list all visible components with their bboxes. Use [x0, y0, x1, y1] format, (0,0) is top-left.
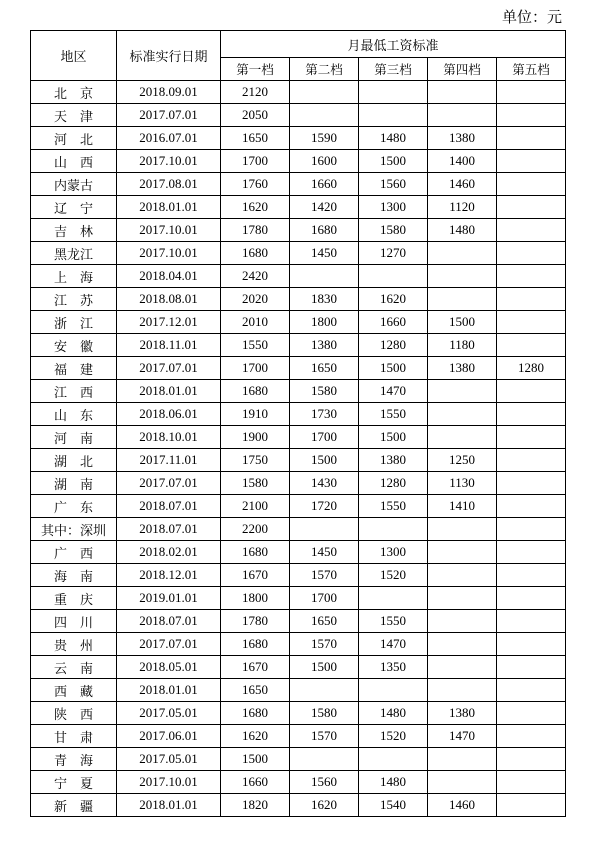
- tier-3-wage-cell: 1500: [359, 150, 428, 173]
- effective-date-cell: 2018.04.01: [117, 265, 221, 288]
- effective-date-cell: 2017.07.01: [117, 357, 221, 380]
- tier-2-wage-cell: 1450: [290, 541, 359, 564]
- tier-5-wage-cell: 1280: [497, 357, 566, 380]
- tier-1-wage-cell: 1780: [221, 610, 290, 633]
- tier-4-wage-cell: 1180: [428, 334, 497, 357]
- tier-2-wage-cell: 1560: [290, 771, 359, 794]
- tier-2-wage-cell: 1650: [290, 610, 359, 633]
- region-cell: 广 东: [31, 495, 117, 518]
- tier-2-wage-cell: 1500: [290, 656, 359, 679]
- effective-date-cell: 2019.01.01: [117, 587, 221, 610]
- region-cell: 山 东: [31, 403, 117, 426]
- region-cell: 湖 南: [31, 472, 117, 495]
- tier-3-wage-cell: 1480: [359, 771, 428, 794]
- effective-date-cell: 2017.05.01: [117, 748, 221, 771]
- effective-date-cell: 2018.01.01: [117, 794, 221, 817]
- tier-1-wage-cell: 1650: [221, 679, 290, 702]
- table-row: [31, 265, 566, 288]
- tier-3-wage-cell: [359, 265, 428, 288]
- tier-1-wage-cell: 1800: [221, 587, 290, 610]
- tier-4-wage-cell: 1380: [428, 357, 497, 380]
- tier-2-wage-cell: 1700: [290, 426, 359, 449]
- tier-2-wage-cell: 1650: [290, 357, 359, 380]
- tier-1-wage-cell: 2420: [221, 265, 290, 288]
- region-cell: 甘 肃: [31, 725, 117, 748]
- tier-3-wage-cell: 1300: [359, 541, 428, 564]
- region-cell: 其中：深圳: [31, 518, 117, 541]
- effective-date-cell: 2018.05.01: [117, 656, 221, 679]
- tier-3-wage-cell: 1270: [359, 242, 428, 265]
- tier-1-wage-cell: 1620: [221, 725, 290, 748]
- effective-date-cell: 2017.07.01: [117, 472, 221, 495]
- table-row: [31, 771, 566, 794]
- tier-2-wage-cell: 1430: [290, 472, 359, 495]
- tier-4-wage-cell: [428, 771, 497, 794]
- effective-date-cell: 2018.12.01: [117, 564, 221, 587]
- tier-3-wage-cell: 1470: [359, 633, 428, 656]
- region-cell: 重 庆: [31, 587, 117, 610]
- region-cell: 辽 宁: [31, 196, 117, 219]
- region-cell: 四 川: [31, 610, 117, 633]
- table-row: [31, 104, 566, 127]
- tier-5-wage-cell: [497, 81, 566, 104]
- tier-5-wage-cell: [497, 311, 566, 334]
- tier-4-wage-cell: 1460: [428, 173, 497, 196]
- table-row: [31, 679, 566, 702]
- tier-4-wage-cell: [428, 265, 497, 288]
- tier-5-wage-cell: [497, 771, 566, 794]
- tier-4-wage-cell: 1500: [428, 311, 497, 334]
- tier-1-wage-cell: 2120: [221, 81, 290, 104]
- tier-4-wage-cell: [428, 564, 497, 587]
- tier-5-wage-cell: [497, 334, 566, 357]
- effective-date-cell: 2017.07.01: [117, 104, 221, 127]
- tier-1-wage-cell: 1760: [221, 173, 290, 196]
- header-tier-5: 第五档: [497, 58, 566, 81]
- tier-5-wage-cell: [497, 403, 566, 426]
- header-tier-1: 第一档: [221, 58, 290, 81]
- tier-3-wage-cell: 1560: [359, 173, 428, 196]
- region-cell: 吉 林: [31, 219, 117, 242]
- tier-5-wage-cell: [497, 242, 566, 265]
- tier-4-wage-cell: [428, 748, 497, 771]
- region-cell: 西 藏: [31, 679, 117, 702]
- region-cell: 湖 北: [31, 449, 117, 472]
- effective-date-cell: 2017.12.01: [117, 311, 221, 334]
- table-row: [31, 196, 566, 219]
- effective-date-cell: 2018.07.01: [117, 610, 221, 633]
- tier-5-wage-cell: [497, 541, 566, 564]
- tier-1-wage-cell: 1650: [221, 127, 290, 150]
- table-row: [31, 702, 566, 725]
- tier-2-wage-cell: 1700: [290, 587, 359, 610]
- table-body: [31, 81, 566, 817]
- tier-2-wage-cell: 1680: [290, 219, 359, 242]
- table-row: [31, 587, 566, 610]
- tier-3-wage-cell: 1480: [359, 702, 428, 725]
- table-row: [31, 173, 566, 196]
- tier-5-wage-cell: [497, 679, 566, 702]
- table-row: [31, 219, 566, 242]
- tier-5-wage-cell: [497, 587, 566, 610]
- tier-2-wage-cell: 1450: [290, 242, 359, 265]
- tier-2-wage-cell: 1800: [290, 311, 359, 334]
- effective-date-cell: 2017.10.01: [117, 219, 221, 242]
- tier-3-wage-cell: 1300: [359, 196, 428, 219]
- tier-4-wage-cell: [428, 288, 497, 311]
- header-effective-date: 标准实行日期: [117, 31, 221, 81]
- tier-2-wage-cell: [290, 748, 359, 771]
- table-row: [31, 334, 566, 357]
- tier-3-wage-cell: [359, 679, 428, 702]
- tier-4-wage-cell: 1380: [428, 702, 497, 725]
- tier-2-wage-cell: 1580: [290, 380, 359, 403]
- tier-2-wage-cell: 1660: [290, 173, 359, 196]
- unit-label: 单位：元: [501, 8, 562, 26]
- tier-5-wage-cell: [497, 748, 566, 771]
- tier-1-wage-cell: 1580: [221, 472, 290, 495]
- tier-3-wage-cell: 1520: [359, 564, 428, 587]
- tier-2-wage-cell: 1420: [290, 196, 359, 219]
- tier-1-wage-cell: 1680: [221, 702, 290, 725]
- effective-date-cell: 2018.10.01: [117, 426, 221, 449]
- tier-5-wage-cell: [497, 702, 566, 725]
- tier-1-wage-cell: 1680: [221, 242, 290, 265]
- tier-4-wage-cell: [428, 656, 497, 679]
- tier-5-wage-cell: [497, 288, 566, 311]
- tier-3-wage-cell: [359, 748, 428, 771]
- region-cell: 贵 州: [31, 633, 117, 656]
- tier-5-wage-cell: [497, 127, 566, 150]
- tier-5-wage-cell: [497, 449, 566, 472]
- effective-date-cell: 2018.02.01: [117, 541, 221, 564]
- tier-3-wage-cell: 1280: [359, 472, 428, 495]
- tier-1-wage-cell: 1670: [221, 656, 290, 679]
- tier-3-wage-cell: [359, 587, 428, 610]
- tier-1-wage-cell: 1670: [221, 564, 290, 587]
- region-cell: 江 西: [31, 380, 117, 403]
- table-row: [31, 656, 566, 679]
- table-row: [31, 495, 566, 518]
- region-cell: 江 苏: [31, 288, 117, 311]
- header-tier-4: 第四档: [428, 58, 497, 81]
- tier-2-wage-cell: 1590: [290, 127, 359, 150]
- tier-5-wage-cell: [497, 150, 566, 173]
- tier-4-wage-cell: [428, 81, 497, 104]
- table-row: [31, 725, 566, 748]
- tier-4-wage-cell: [428, 541, 497, 564]
- tier-1-wage-cell: 1750: [221, 449, 290, 472]
- table-row: [31, 288, 566, 311]
- table-row: [31, 426, 566, 449]
- region-cell: 新 疆: [31, 794, 117, 817]
- tier-3-wage-cell: 1550: [359, 495, 428, 518]
- region-cell: 天 津: [31, 104, 117, 127]
- table-row: [31, 610, 566, 633]
- effective-date-cell: 2018.09.01: [117, 81, 221, 104]
- tier-2-wage-cell: 1620: [290, 794, 359, 817]
- tier-3-wage-cell: 1380: [359, 449, 428, 472]
- tier-5-wage-cell: [497, 725, 566, 748]
- tier-4-wage-cell: 1380: [428, 127, 497, 150]
- tier-1-wage-cell: 2100: [221, 495, 290, 518]
- table-row: [31, 150, 566, 173]
- table-row: [31, 541, 566, 564]
- tier-5-wage-cell: [497, 518, 566, 541]
- tier-4-wage-cell: 1250: [428, 449, 497, 472]
- tier-4-wage-cell: 1480: [428, 219, 497, 242]
- tier-1-wage-cell: 2020: [221, 288, 290, 311]
- tier-3-wage-cell: 1660: [359, 311, 428, 334]
- tier-3-wage-cell: [359, 81, 428, 104]
- effective-date-cell: 2017.10.01: [117, 242, 221, 265]
- table-row: [31, 794, 566, 817]
- table-row: [31, 242, 566, 265]
- tier-4-wage-cell: [428, 403, 497, 426]
- region-cell: 北 京: [31, 81, 117, 104]
- tier-5-wage-cell: [497, 633, 566, 656]
- tier-4-wage-cell: [428, 610, 497, 633]
- tier-5-wage-cell: [497, 426, 566, 449]
- region-cell: 黑龙江: [31, 242, 117, 265]
- table-row: [31, 127, 566, 150]
- tier-2-wage-cell: 1580: [290, 702, 359, 725]
- region-cell: 陕 西: [31, 702, 117, 725]
- tier-3-wage-cell: 1540: [359, 794, 428, 817]
- effective-date-cell: 2018.01.01: [117, 380, 221, 403]
- tier-5-wage-cell: [497, 196, 566, 219]
- tier-4-wage-cell: 1460: [428, 794, 497, 817]
- tier-4-wage-cell: [428, 104, 497, 127]
- tier-2-wage-cell: [290, 518, 359, 541]
- tier-4-wage-cell: 1410: [428, 495, 497, 518]
- tier-1-wage-cell: 1700: [221, 150, 290, 173]
- tier-3-wage-cell: 1550: [359, 610, 428, 633]
- tier-2-wage-cell: 1730: [290, 403, 359, 426]
- effective-date-cell: 2017.10.01: [117, 771, 221, 794]
- table-row: [31, 357, 566, 380]
- region-cell: 宁 夏: [31, 771, 117, 794]
- table-row: [31, 564, 566, 587]
- tier-1-wage-cell: 1500: [221, 748, 290, 771]
- tier-1-wage-cell: 2200: [221, 518, 290, 541]
- tier-2-wage-cell: 1600: [290, 150, 359, 173]
- minimum-wage-table: [30, 30, 566, 817]
- tier-4-wage-cell: [428, 380, 497, 403]
- region-cell: 福 建: [31, 357, 117, 380]
- effective-date-cell: 2018.11.01: [117, 334, 221, 357]
- table-row: [31, 472, 566, 495]
- tier-2-wage-cell: 1500: [290, 449, 359, 472]
- tier-3-wage-cell: 1350: [359, 656, 428, 679]
- tier-5-wage-cell: [497, 564, 566, 587]
- tier-4-wage-cell: 1470: [428, 725, 497, 748]
- tier-4-wage-cell: [428, 633, 497, 656]
- effective-date-cell: 2016.07.01: [117, 127, 221, 150]
- tier-4-wage-cell: [428, 679, 497, 702]
- table-row: [31, 633, 566, 656]
- tier-1-wage-cell: 1700: [221, 357, 290, 380]
- effective-date-cell: 2018.07.01: [117, 518, 221, 541]
- tier-2-wage-cell: 1830: [290, 288, 359, 311]
- table-row: [31, 403, 566, 426]
- tier-3-wage-cell: 1280: [359, 334, 428, 357]
- tier-2-wage-cell: [290, 104, 359, 127]
- tier-3-wage-cell: 1500: [359, 357, 428, 380]
- tier-1-wage-cell: 1660: [221, 771, 290, 794]
- region-cell: 安 徽: [31, 334, 117, 357]
- tier-2-wage-cell: 1380: [290, 334, 359, 357]
- region-cell: 海 南: [31, 564, 117, 587]
- region-cell: 河 南: [31, 426, 117, 449]
- tier-3-wage-cell: 1500: [359, 426, 428, 449]
- header-monthly-minimum-wage: 月最低工资标准: [221, 31, 566, 58]
- effective-date-cell: 2018.07.01: [117, 495, 221, 518]
- tier-5-wage-cell: [497, 495, 566, 518]
- region-cell: 浙 江: [31, 311, 117, 334]
- tier-5-wage-cell: [497, 656, 566, 679]
- table-row: [31, 449, 566, 472]
- tier-5-wage-cell: [497, 104, 566, 127]
- tier-5-wage-cell: [497, 472, 566, 495]
- effective-date-cell: 2017.06.01: [117, 725, 221, 748]
- region-cell: 青 海: [31, 748, 117, 771]
- tier-2-wage-cell: 1720: [290, 495, 359, 518]
- tier-4-wage-cell: 1400: [428, 150, 497, 173]
- table-row: [31, 380, 566, 403]
- tier-1-wage-cell: 1680: [221, 380, 290, 403]
- tier-3-wage-cell: 1470: [359, 380, 428, 403]
- effective-date-cell: 2017.08.01: [117, 173, 221, 196]
- tier-1-wage-cell: 1910: [221, 403, 290, 426]
- tier-5-wage-cell: [497, 610, 566, 633]
- effective-date-cell: 2018.01.01: [117, 196, 221, 219]
- tier-4-wage-cell: [428, 426, 497, 449]
- tier-2-wage-cell: 1570: [290, 725, 359, 748]
- tier-1-wage-cell: 1620: [221, 196, 290, 219]
- region-cell: 上 海: [31, 265, 117, 288]
- effective-date-cell: 2018.06.01: [117, 403, 221, 426]
- tier-1-wage-cell: 2050: [221, 104, 290, 127]
- tier-2-wage-cell: [290, 265, 359, 288]
- tier-1-wage-cell: 1680: [221, 633, 290, 656]
- tier-4-wage-cell: 1130: [428, 472, 497, 495]
- tier-3-wage-cell: 1620: [359, 288, 428, 311]
- tier-2-wage-cell: [290, 81, 359, 104]
- tier-3-wage-cell: 1550: [359, 403, 428, 426]
- tier-1-wage-cell: 1780: [221, 219, 290, 242]
- tier-1-wage-cell: 1820: [221, 794, 290, 817]
- header-region: 地区: [31, 31, 117, 81]
- tier-3-wage-cell: [359, 518, 428, 541]
- region-cell: 山 西: [31, 150, 117, 173]
- tier-3-wage-cell: 1580: [359, 219, 428, 242]
- header-tier-2: 第二档: [290, 58, 359, 81]
- tier-3-wage-cell: 1480: [359, 127, 428, 150]
- region-cell: 内蒙古: [31, 173, 117, 196]
- effective-date-cell: 2017.05.01: [117, 702, 221, 725]
- table-row: [31, 518, 566, 541]
- tier-3-wage-cell: 1520: [359, 725, 428, 748]
- region-cell: 云 南: [31, 656, 117, 679]
- effective-date-cell: 2017.07.01: [117, 633, 221, 656]
- tier-5-wage-cell: [497, 380, 566, 403]
- region-cell: 河 北: [31, 127, 117, 150]
- tier-2-wage-cell: 1570: [290, 564, 359, 587]
- tier-4-wage-cell: 1120: [428, 196, 497, 219]
- header-tier-3: 第三档: [359, 58, 428, 81]
- tier-4-wage-cell: [428, 242, 497, 265]
- table-row: [31, 311, 566, 334]
- effective-date-cell: 2018.08.01: [117, 288, 221, 311]
- tier-5-wage-cell: [497, 173, 566, 196]
- tier-1-wage-cell: 1900: [221, 426, 290, 449]
- tier-1-wage-cell: 1680: [221, 541, 290, 564]
- region-cell: 广 西: [31, 541, 117, 564]
- effective-date-cell: 2018.01.01: [117, 679, 221, 702]
- tier-4-wage-cell: [428, 518, 497, 541]
- table-row: [31, 748, 566, 771]
- tier-2-wage-cell: 1570: [290, 633, 359, 656]
- table-row: [31, 81, 566, 104]
- tier-5-wage-cell: [497, 265, 566, 288]
- tier-5-wage-cell: [497, 219, 566, 242]
- effective-date-cell: 2017.11.01: [117, 449, 221, 472]
- tier-2-wage-cell: [290, 679, 359, 702]
- tier-3-wage-cell: [359, 104, 428, 127]
- tier-4-wage-cell: [428, 587, 497, 610]
- tier-1-wage-cell: 1550: [221, 334, 290, 357]
- tier-5-wage-cell: [497, 794, 566, 817]
- tier-1-wage-cell: 2010: [221, 311, 290, 334]
- effective-date-cell: 2017.10.01: [117, 150, 221, 173]
